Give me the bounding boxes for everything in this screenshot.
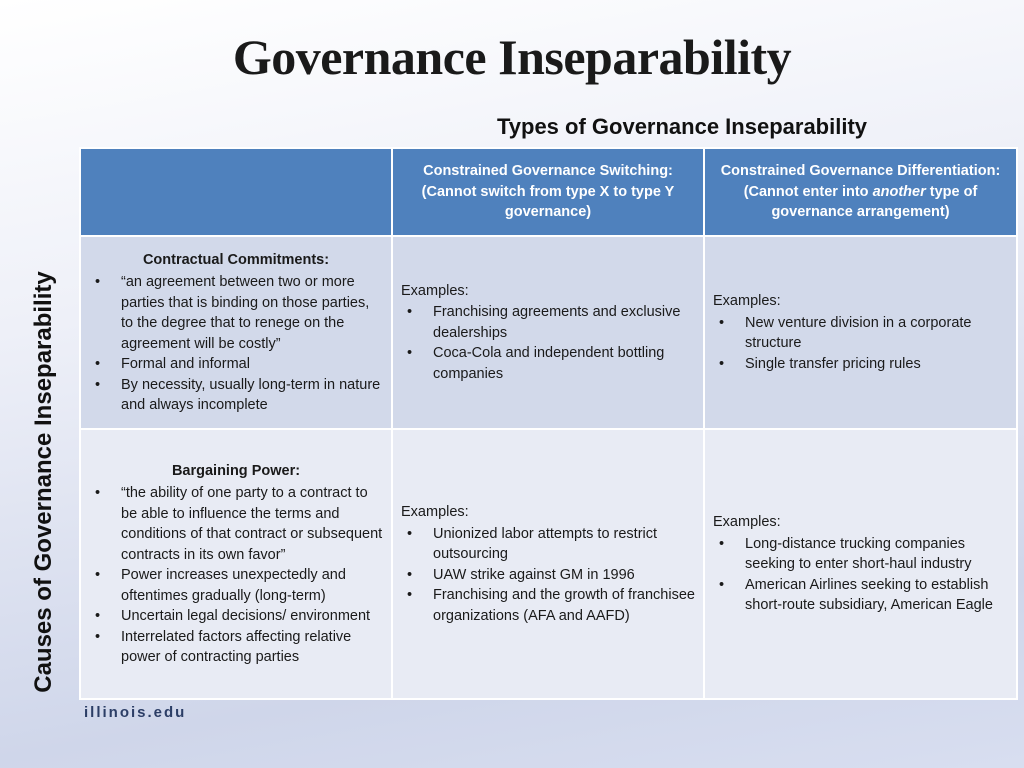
list-item: • Uncertain legal decisions/ environment <box>89 606 383 627</box>
list-item: • Franchising and the growth of franchisee organizations (AFA and AAFD) <box>401 585 695 626</box>
header-empty-cell <box>80 148 392 236</box>
header-diff-desc-b: type of governance arrangement) <box>771 183 978 221</box>
header-differentiation-title: Constrained Governance Differentiation: <box>720 163 1001 180</box>
list-item: • Single transfer pricing rules <box>713 354 1008 375</box>
switching-cell-contractual <box>392 236 704 429</box>
list-item: • Long-distance trucking companies seeking to enter short-haul industry <box>713 534 1008 575</box>
side-axis-label: Causes of Governance Inseparability <box>30 271 57 693</box>
slide-title: Governance Inseparability <box>232 29 792 85</box>
list-item: • American Airlines seeking to establish short-route subsidiary, American Eagle <box>713 575 1008 616</box>
switching-cell-bargaining <box>392 429 704 699</box>
list-item: • Power increases unexpectedly and oftentimes gradually (long-term) <box>89 565 383 606</box>
cause-title: Contractual Commitments: <box>142 251 330 268</box>
list-item: • Coca-Cola and independent bottling companies <box>401 343 695 384</box>
inseparability-table <box>79 147 1018 700</box>
list-item: • New venture division in a corporate structure <box>713 313 1008 354</box>
examples-list <box>713 313 1008 375</box>
examples-label: Examples: <box>401 504 469 520</box>
header-diff-desc-emphasis: another <box>872 183 926 200</box>
header-switching <box>392 148 704 236</box>
list-item: • “the ability of one party to a contract to be able to influence the terms and conditions of that contract or subsequent contracts in its own favor” <box>89 483 383 565</box>
table-row-bargaining <box>80 429 1017 699</box>
examples-list <box>401 524 695 627</box>
cause-list <box>89 483 383 668</box>
header-switching-desc: (Cannot switch from type X to type Y governance) <box>421 183 675 221</box>
list-item: • By necessity, usually long-term in nature and always incomplete <box>89 375 383 416</box>
examples-list <box>401 302 695 384</box>
list-item: • Franchising agreements and exclusive dealerships <box>401 302 695 343</box>
list-item: • UAW strike against GM in 1996 <box>401 565 695 586</box>
examples-label: Examples: <box>713 293 781 309</box>
table-row-contractual <box>80 236 1017 429</box>
examples-label: Examples: <box>713 514 781 531</box>
list-item: • Unionized labor attempts to restrict outsourcing <box>401 524 695 565</box>
footer-logo-text: illinois.edu <box>84 704 187 721</box>
header-differentiation-desc <box>715 182 1006 223</box>
examples-label: Examples: <box>401 282 469 299</box>
list-item: • “an agreement between two or more parties that is binding on those parties, to the degree that to renege on the agreement will be costly” <box>89 272 383 354</box>
list-item: • Formal and informal <box>89 354 383 375</box>
list-item: • Interrelated factors affecting relative power of contracting parties <box>89 627 383 668</box>
cause-cell-contractual <box>80 236 392 429</box>
cause-list <box>89 272 383 416</box>
cause-title: Bargaining Power: <box>171 462 301 479</box>
examples-list <box>713 534 1008 616</box>
cause-cell-bargaining <box>80 429 392 699</box>
table-subtitle: Types of Governance Inseparability <box>496 114 868 139</box>
differentiation-cell-bargaining <box>704 429 1017 699</box>
header-switching-title: Constrained Governance Switching: <box>423 163 673 180</box>
header-differentiation <box>704 148 1017 236</box>
differentiation-cell-contractual <box>704 236 1017 429</box>
header-diff-desc-a: (Cannot enter into <box>743 183 873 200</box>
table-header-row <box>80 148 1017 236</box>
